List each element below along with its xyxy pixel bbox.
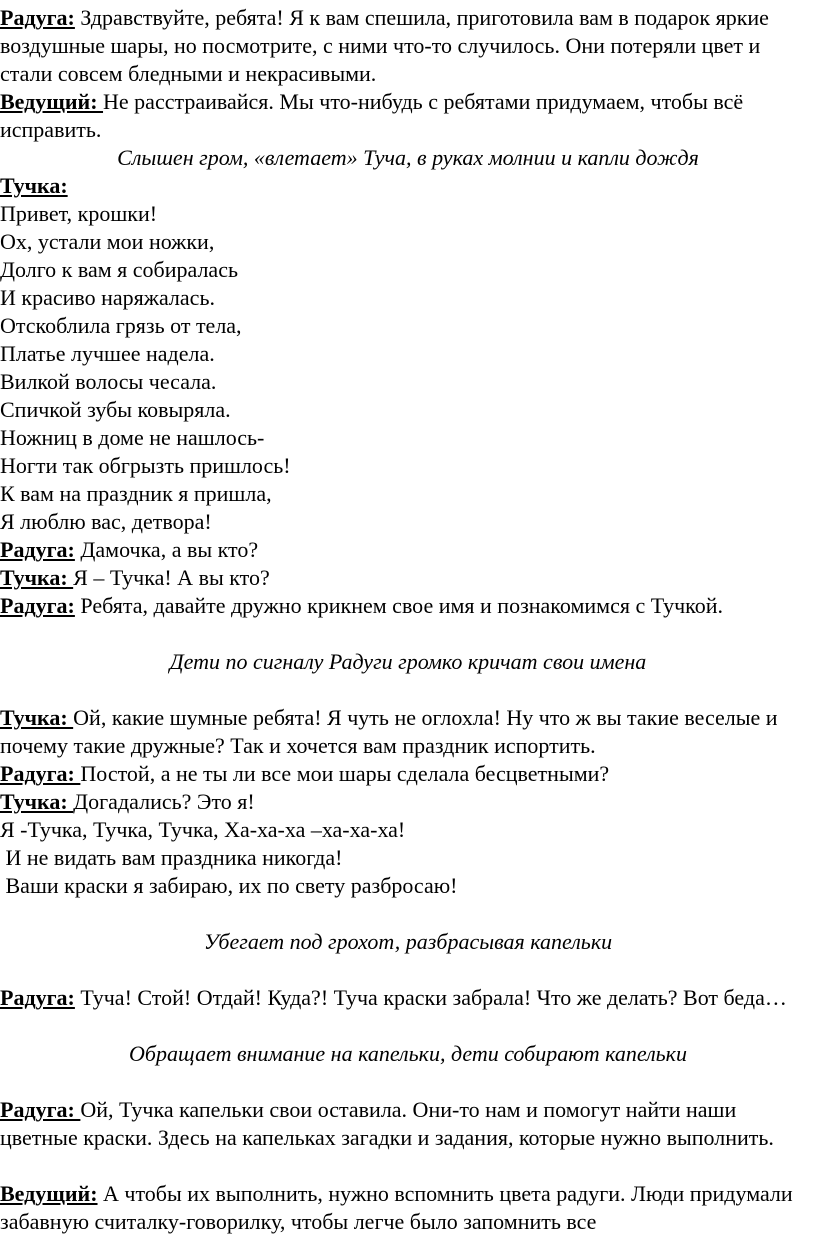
verse-line: Отскоблила грязь от тела, xyxy=(0,313,242,338)
speaker-label: Ведущий: xyxy=(0,1181,98,1206)
verse-line: Привет, крошки! xyxy=(0,201,158,226)
verse-line: И красиво наряжалась. xyxy=(0,285,215,310)
verse-line: Ножниц в доме не нашлось- xyxy=(0,425,265,450)
verse-line: Ваши краски я забираю, их по свету разбросаю! xyxy=(0,873,458,898)
speaker-label: Ведущий: xyxy=(0,89,104,114)
verse-line: Долго к вам я собиралась xyxy=(0,257,238,282)
speaker-label: Радуга: xyxy=(0,1097,81,1122)
verse-line: Я -Тучка, Тучка, Тучка, Ха-ха-ха –ха-ха-ха! xyxy=(0,817,406,842)
verse-line: Ногти так обгрызть пришлось! xyxy=(0,453,291,478)
speaker-label: Тучка: xyxy=(0,173,68,198)
line-text: Не расстраивайся. Мы что-нибудь с ребятами придумаем, чтобы всё исправить. xyxy=(0,89,744,142)
line-text: Ребята, давайте дружно крикнем свое имя и познакомимся с Тучкой. xyxy=(74,593,723,618)
line-text: Туча! Стой! Отдай! Куда?! Туча краски забрала! Что же делать? Вот беда… xyxy=(74,985,787,1010)
speaker-label: Радуга: xyxy=(0,985,75,1010)
speaker-label: Радуга: xyxy=(0,537,75,562)
verse-line: Вилкой волосы чесала. xyxy=(0,369,217,394)
stage-direction: Дети по сигналу Радуги громко кричат свои имена xyxy=(169,649,647,674)
line-vedushchiy-1 xyxy=(0,88,800,144)
verse-line: К вам на праздник я пришла, xyxy=(0,481,272,506)
line-tuchka-3 xyxy=(0,704,800,760)
line-raduga-5 xyxy=(0,984,800,1012)
speaker-label: Радуга: xyxy=(0,5,75,30)
verse-line: Я люблю вас, детвора! xyxy=(0,509,212,534)
line-vedushchiy-2 xyxy=(0,1180,800,1236)
line-text: Догадались? Это я! xyxy=(73,789,255,814)
speaker-label: Тучка: xyxy=(0,789,74,814)
line-text: Здравствуйте, ребята! Я к вам спешила, приготовила вам в подарок яркие воздушные шары, но посмотрите, с ними что-то случилось. Они потеряли цвет и стали совсем бледными и некрасивыми. xyxy=(0,5,769,86)
speaker-label: Тучка: xyxy=(0,565,74,590)
line-text: Постой, а не ты ли все мои шары сделала бесцветными? xyxy=(80,761,610,786)
line-raduga-6 xyxy=(0,1096,800,1152)
line-text: Ой, Тучка капельки свои оставила. Они-то нам и помогут найти наши цветные краски. Здесь на капельках загадки и задания, которые нужно выполнить. xyxy=(0,1097,774,1150)
line-raduga-2 xyxy=(0,536,816,564)
verse-line: Спичкой зубы ковыряла. xyxy=(0,397,231,422)
verse-line: Платье лучшее надела. xyxy=(0,341,215,366)
verse-line: Ох, устали мои ножки, xyxy=(0,229,215,254)
line-tuchka-4 xyxy=(0,788,816,816)
speaker-label: Тучка: xyxy=(0,705,74,730)
line-text: Ой, какие шумные ребята! Я чуть не оглохла! Ну что ж вы такие веселые и почему такие дружные? Так и хочется вам праздник испортить. xyxy=(0,705,778,758)
speaker-label: Радуга: xyxy=(0,761,81,786)
speaker-label: Радуга: xyxy=(0,593,75,618)
stage-direction: Слышен гром, «влетает» Туча, в руках молнии и капли дождя xyxy=(117,145,699,170)
line-text: Я – Тучка! А вы кто? xyxy=(73,565,270,590)
stage-direction: Обращает внимание на капельки, дети собирают капельки xyxy=(129,1041,687,1066)
line-text: А чтобы их выполнить, нужно вспомнить цвета радуги. Люди придумали забавную считалку-говорилку, чтобы легче было запомнить все xyxy=(0,1181,793,1234)
line-raduga-4 xyxy=(0,760,816,788)
line-raduga-1 xyxy=(0,4,800,88)
line-tuchka-2 xyxy=(0,564,816,592)
stage-direction: Убегает под грохот, разбрасывая капельки xyxy=(203,929,613,954)
line-text: Дамочка, а вы кто? xyxy=(74,537,259,562)
line-raduga-3 xyxy=(0,592,816,620)
verse-line: И не видать вам праздника никогда! xyxy=(0,845,343,870)
line-tuchka-label xyxy=(0,172,816,200)
